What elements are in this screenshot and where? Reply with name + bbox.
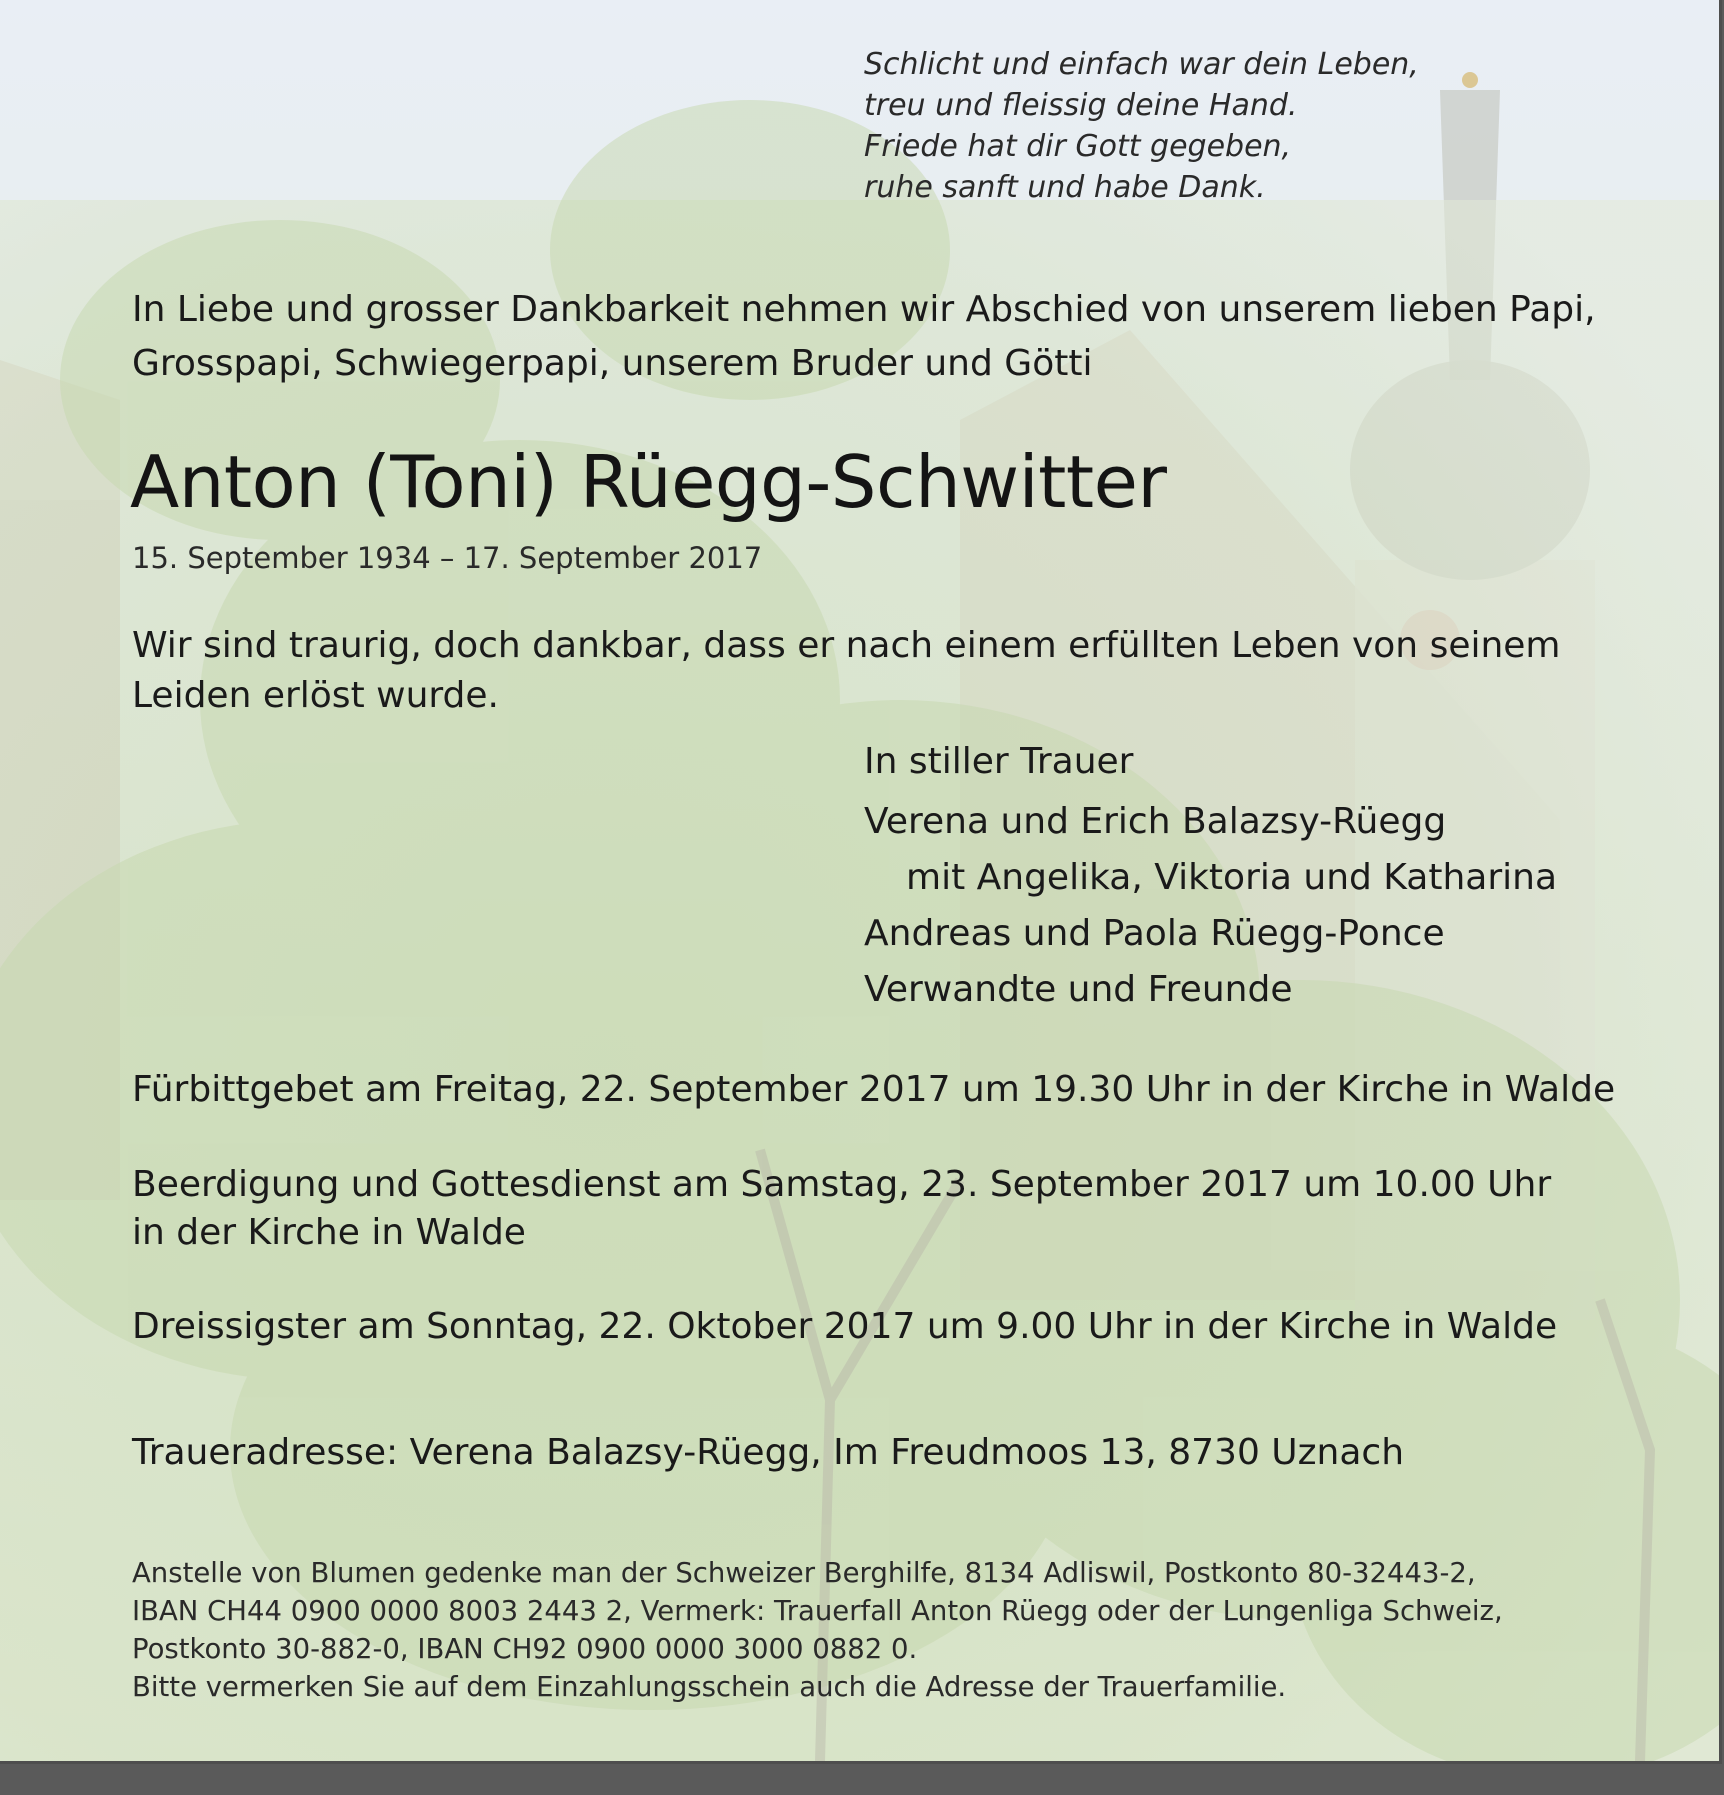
mourning-address: Traueradresse: Verena Balazsy-Rüegg, Im Freudmoos 13, 8730 Uznach	[132, 1432, 1405, 1473]
mourners-title: In stiller Trauer	[864, 741, 1134, 782]
life-dates: 15. September 1934 – 17. September 2017	[132, 541, 763, 575]
intro-text	[132, 283, 1596, 391]
poem-line: treu und fleissig deine Hand.	[864, 88, 1298, 123]
intro-line: In Liebe und grosser Dankbarkeit nehmen wir Abschied von unserem lieben Papi,	[132, 289, 1596, 330]
poem	[864, 44, 1419, 208]
mourners-block	[864, 734, 1557, 1018]
donation-line: IBAN CH44 0900 0000 8003 2443 2, Vermerk: Trauerfall Anton Rüegg oder der Lungenliga Schweiz,	[132, 1595, 1503, 1627]
thirtieth-event: Dreissigster am Sonntag, 22. Oktober 2017 um 9.00 Uhr in der Kirche in Walde	[132, 1306, 1558, 1347]
funeral-event	[132, 1161, 1551, 1257]
mourner-line: Verwandte und Freunde	[864, 969, 1293, 1010]
intro-line: Grosspapi, Schwiegerpapi, unserem Bruder und Götti	[132, 343, 1093, 384]
funeral-line: Beerdigung und Gottesdienst am Samstag, 23. September 2017 um 10.00 Uhr	[132, 1164, 1552, 1205]
poem-line: Schlicht und einfach war dein Leben,	[864, 47, 1419, 82]
message-text	[132, 621, 1561, 721]
prayer-event: Fürbittgebet am Freitag, 22. September 2017 um 19.30 Uhr in der Kirche in Walde	[132, 1069, 1616, 1110]
donation-line: Bitte vermerken Sie auf dem Einzahlungsschein auch die Adresse der Trauerfamilie.	[132, 1671, 1287, 1703]
mourner-line: Verena und Erich Balazsy-Rüegg	[864, 801, 1447, 842]
mourner-line: Andreas und Paola Rüegg-Ponce	[864, 913, 1445, 954]
funeral-line: in der Kirche in Walde	[132, 1212, 526, 1253]
donation-line: Anstelle von Blumen gedenke man der Schweizer Berghilfe, 8134 Adliswil, Postkonto 80-32443-2,	[132, 1557, 1476, 1589]
donation-line: Postkonto 30-882-0, IBAN CH92 0900 0000 3000 0882 0.	[132, 1633, 918, 1665]
message-line: Leiden erlöst wurde.	[132, 675, 499, 716]
poem-line: Friede hat dir Gott gegeben,	[864, 129, 1292, 164]
donation-note	[132, 1554, 1503, 1706]
deceased-name: Anton (Toni) Rüegg-Schwitter	[130, 440, 1167, 524]
mourner-line: mit Angelika, Viktoria und Katharina	[906, 857, 1558, 898]
poem-line: ruhe sanft und habe Dank.	[864, 170, 1266, 205]
message-line: Wir sind traurig, doch dankbar, dass er nach einem erfüllten Leben von seinem	[132, 625, 1561, 666]
